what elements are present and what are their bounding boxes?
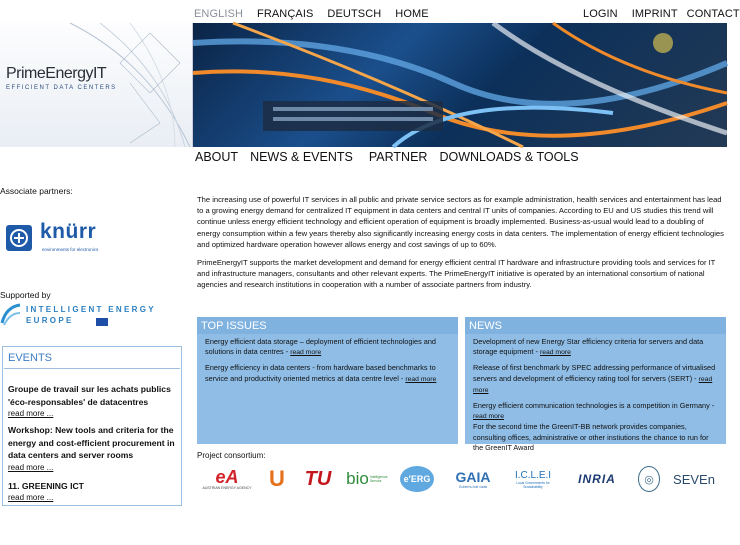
utility-nav xyxy=(583,8,740,20)
logo-caption: AUSTRIAN ENERGY AGENCY xyxy=(202,486,252,490)
logo-text: e'ERG xyxy=(400,466,434,492)
news-item xyxy=(473,401,720,422)
intro-paragraph: PrimeEnergyIT supports the market development and demand for energy efficient central IT hardware and infrastructure providing tools and services for IT and infrastructure managers, consultants and other relevant experts. The PrimeEnergyIT initiative is operated by an international consortium of national agencies and research institutions in cooperation with a number of associate partners from industry. xyxy=(197,258,716,290)
news-read-more-link[interactable]: read more xyxy=(473,375,713,394)
language-nav xyxy=(194,8,443,20)
hero-cables-graphic xyxy=(193,23,727,147)
news-read-more-link[interactable]: read more xyxy=(473,413,504,421)
news-panel xyxy=(465,317,726,452)
news-item xyxy=(473,337,720,358)
intro-text xyxy=(197,194,725,298)
nav-news-events[interactable]: NEWS & EVENTS xyxy=(250,150,353,164)
logo-text: U xyxy=(269,466,285,491)
issue-text: Energy efficiency in data centers - from hardware based benchmarks to service and productivity oriented metrics at data centre level - xyxy=(205,363,436,383)
knurr-tagline: environments for electronics xyxy=(42,247,99,252)
news-text: Energy efficient communication technologies is a competition in Germany - xyxy=(473,401,715,411)
knurr-emblem-icon xyxy=(6,225,32,251)
issue-item xyxy=(205,337,452,358)
lang-english-link[interactable]: ENGLISH xyxy=(194,8,243,20)
logo-tu[interactable] xyxy=(301,463,335,495)
issue-read-more-link[interactable]: read more xyxy=(405,375,437,383)
news-read-more-link[interactable]: read more xyxy=(539,349,571,357)
nav-partner[interactable]: PARTNER xyxy=(368,150,428,164)
logo-text: bio xyxy=(346,469,369,488)
logo-text: INRIA xyxy=(578,472,616,486)
event-title[interactable]: 11. GREENING ICT xyxy=(8,480,84,491)
logo-text: ◎ xyxy=(638,466,660,492)
news-text: For the second time the GreenIT-BB network provides companies, consulting offices, administrative or other instiutions the chance to run for the GreenIT Award xyxy=(473,422,709,452)
logo-u[interactable] xyxy=(259,463,295,495)
logo-seal[interactable] xyxy=(635,463,663,495)
logo-caption: Gobernu bat vizak xyxy=(458,484,488,489)
logo-text: GAIA xyxy=(455,468,491,485)
logo-eerg[interactable] xyxy=(397,463,437,495)
imprint-link[interactable]: IMPRINT xyxy=(631,8,678,20)
logo-seven[interactable] xyxy=(669,463,719,495)
home-link[interactable]: HOME xyxy=(395,8,429,20)
nav-about[interactable]: ABOUT xyxy=(195,150,239,164)
supported-by-label: Supported by xyxy=(0,290,51,300)
intro-paragraph: The increasing use of powerful IT services in all public and private service sectors as for example administration, health services and entertainment has lead to a growing energy demand for centralized IT equipment in data centers and central IT units of companies. According to EU and US studies this trend will continue unless energy efficient technology and efficient operation of equipment is broadly implemented. Business-as-usual would lead to a doubling of energy consumption within a few years thereby also significantly increasing energy costs in data centers. The implementation of energy efficient technologies and optimized hardware operation however allows energy and cost savings of up to 60%. xyxy=(197,195,724,249)
issue-item xyxy=(205,363,452,384)
iee-logo[interactable] xyxy=(0,303,170,329)
news-item xyxy=(473,422,720,453)
site-logo[interactable] xyxy=(0,23,193,147)
hero-image-cables xyxy=(193,23,727,147)
iee-line2: EUROPE xyxy=(26,316,74,325)
event-read-more-link[interactable]: read more ... xyxy=(8,462,54,472)
top-issues-panel xyxy=(197,317,458,444)
news-text: Release of first benchmark by SPEC addressing performance of virtualised servers and development of efficiency rating tool for servers (SERT) - xyxy=(473,363,716,383)
lang-german-link[interactable]: DEUTSCH xyxy=(327,8,382,20)
logo-iclei[interactable] xyxy=(508,463,558,495)
events-panel xyxy=(2,346,182,506)
logo-gaia[interactable] xyxy=(445,463,501,495)
contact-link[interactable]: CONTACT xyxy=(686,8,740,20)
knurr-logo[interactable] xyxy=(4,222,122,256)
news-heading: NEWS xyxy=(465,317,726,334)
logo-caption: Local Governments for Sustainability xyxy=(516,480,550,489)
logo-austrian-energy-agency[interactable] xyxy=(199,463,255,495)
nav-downloads-tools[interactable]: DOWNLOADS & TOOLS xyxy=(439,150,579,164)
lang-french-link[interactable]: FRANÇAIS xyxy=(257,8,314,20)
issue-text: Energy efficient data storage – deployment of efficient technologies and solutions in data centres - xyxy=(205,337,436,357)
logo-text: eA xyxy=(215,467,239,487)
event-read-more-link[interactable]: read more ... xyxy=(8,493,54,502)
logo-text: I.C.L.E.I xyxy=(514,469,552,481)
consortium-logos xyxy=(197,463,725,497)
logo-text: SEVEn xyxy=(673,471,715,487)
associate-partners-label: Associate partners: xyxy=(0,186,73,196)
logo-inria[interactable] xyxy=(565,463,629,495)
event-read-more-link[interactable]: read more ... xyxy=(8,409,54,418)
event-title[interactable]: Workshop: New tools and criteria for the energy and cost-efficient procurement in data centers and server rooms xyxy=(8,425,175,460)
logo-title: PrimeEnergyIT xyxy=(6,65,107,82)
iee-swirl-icon xyxy=(0,303,22,327)
logo-text: TU xyxy=(304,467,332,490)
consortium-label: Project consortium: xyxy=(197,451,266,460)
logo-subtitle: EFFICIENT DATA CENTERS xyxy=(6,85,117,91)
news-item xyxy=(473,363,720,396)
knurr-wordmark: knürr xyxy=(40,220,97,243)
news-text: Development of new Energy Star efficiency criteria for servers and data storage equipment - xyxy=(473,337,704,357)
events-heading: EVENTS xyxy=(4,347,180,369)
eu-flag-icon xyxy=(96,318,108,326)
logo-bio-is[interactable] xyxy=(342,463,392,495)
iee-line1: INTELLIGENT ENERGY xyxy=(26,305,156,314)
event-title[interactable]: Groupe de travail sur les achats publics 'éco-responsables' de datacentres xyxy=(8,384,171,407)
main-nav xyxy=(195,150,579,164)
issue-read-more-link[interactable]: read more xyxy=(290,349,322,357)
login-link[interactable]: LOGIN xyxy=(583,8,618,20)
logo-caption: Intelligence Service xyxy=(369,475,388,483)
top-issues-heading: TOP ISSUES xyxy=(197,317,458,334)
